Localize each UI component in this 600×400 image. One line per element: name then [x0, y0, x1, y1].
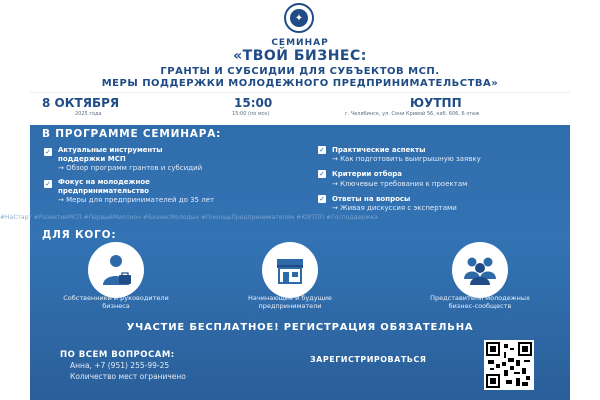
program-item-desc: → Меры для предпринимателей до 35 лет: [58, 196, 215, 204]
check-icon: ✓: [45, 148, 51, 156]
storefront-icon: [262, 242, 318, 298]
program-item-desc: → Ключевые требования к проектам: [332, 180, 468, 188]
program-item-title: Практические аспекты: [332, 146, 426, 154]
program-heading: В ПРОГРАММЕ СЕМИНАРА:: [42, 128, 222, 140]
program-item-desc: → Как подготовить выигрышную заявку: [332, 155, 481, 163]
check-icon: ✓: [319, 146, 325, 154]
audience-label: Начинающие и будущие предприниматели: [248, 294, 332, 310]
event-time-note: 15:00 (по мск): [232, 111, 270, 117]
check-icon: ✓: [319, 195, 325, 203]
program-item-desc: → Живая дискуссия с экспертами: [332, 204, 457, 212]
seminar-label: СЕМИНАР: [271, 38, 329, 48]
check-icon: ✓: [319, 170, 325, 178]
event-address: г. Челябинск, ул. Сони Кривой 56, каб. 606, 6 этаж: [345, 111, 480, 117]
chamber-logo-icon: ✦: [284, 3, 314, 33]
contact-phone[interactable]: Анна, +7 (951) 255-99-25: [70, 361, 170, 370]
event-time: 15:00: [234, 96, 273, 110]
seminar-title: «ТВОЙ БИЗНЕС:: [233, 48, 367, 64]
seminar-subtitle-2: МЕРЫ ПОДДЕРЖКИ МОЛОДЕЖНОГО ПРЕДПРИНИМАТЕЛЬСТВА»: [101, 78, 499, 89]
contact-note: Количество мест ограничено: [70, 372, 186, 381]
program-item-title: Критерии отбора: [332, 170, 402, 178]
audience-label: Собственники и руководители бизнеса: [63, 294, 169, 310]
free-participation-banner: УЧАСТИЕ БЕСПЛАТНОЕ! РЕГИСТРАЦИЯ ОБЯЗАТЕЛЬНА: [126, 322, 474, 333]
audience-heading: ДЛЯ КОГО:: [42, 229, 117, 241]
audience-label: Представители молодежных бизнес-сообществ: [430, 294, 530, 310]
register-link[interactable]: ЗАРЕГИСТРИРОВАТЬСЯ: [310, 355, 427, 364]
event-date: 8 ОКТЯБРЯ: [42, 96, 120, 110]
program-item-title: Фокус на молодежное предпринимательство: [58, 178, 150, 195]
program-item-title: Актуальные инструменты поддержки МСП: [58, 146, 163, 163]
qr-code-icon[interactable]: [484, 340, 534, 390]
program-item-desc: → Обзор программ грантов и субсидий: [58, 164, 203, 172]
event-year: 2025 года: [75, 111, 102, 117]
check-icon: ✓: [45, 180, 51, 188]
business-owner-icon: [88, 242, 144, 298]
program-item-title: Ответы на вопросы: [332, 195, 411, 203]
contact-heading: ПО ВСЕМ ВОПРОСАМ:: [60, 350, 175, 360]
hashtag-line: #НаСтарт #РазвитиеМСП #ПервыйМиллион #БизнесМолодых #ПомощьПредпринимателям #ЮУТПП #Господдержка: [0, 214, 378, 221]
seminar-subtitle-1: ГРАНТЫ И СУБСИДИИ ДЛЯ СУБЪЕКТОВ МСП.: [160, 66, 440, 77]
group-people-icon: [452, 242, 508, 298]
event-organizer: ЮУТПП: [410, 96, 462, 110]
